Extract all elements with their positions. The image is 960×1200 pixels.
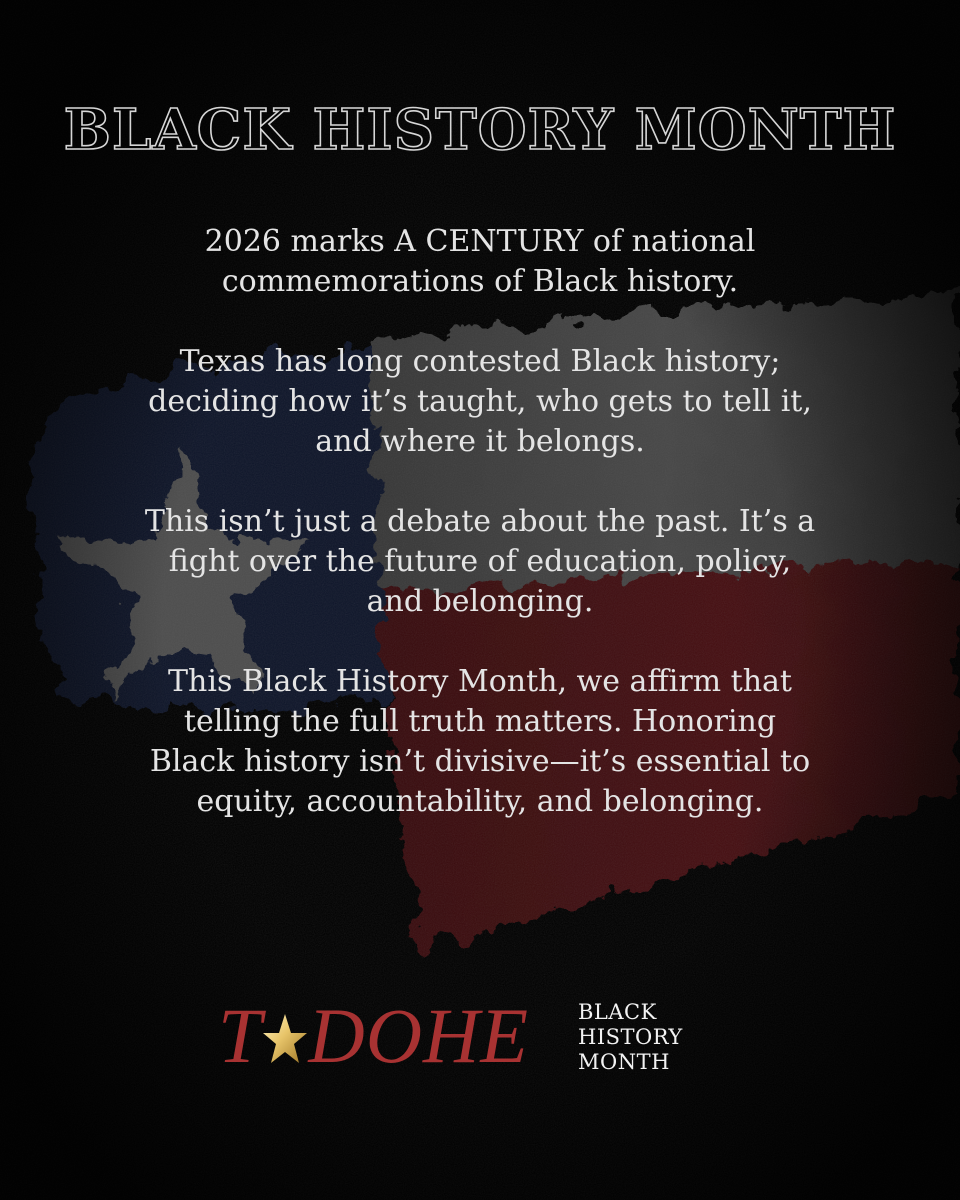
tadohe-logo	[218, 990, 758, 1090]
body-text	[60, 222, 900, 822]
text-line: and belonging.	[366, 584, 594, 619]
text-line: This isn’t just a debate about the past. It’s a	[144, 504, 816, 539]
logo-letters-dohe: DOHE	[308, 992, 530, 1079]
text-line: Black history isn’t divisive—it’s essential to	[149, 744, 811, 779]
page-title: BLACK HISTORY MONTH	[63, 97, 897, 163]
logo-subtitle	[578, 1000, 683, 1075]
text-line: commemorations of Black history.	[221, 264, 739, 299]
text-line: This Black History Month, we affirm that	[168, 664, 792, 699]
logo-letter-t: T	[218, 992, 263, 1079]
logo-wordmark	[218, 990, 529, 1082]
logo-subtitle-line: BLACK	[578, 1000, 657, 1024]
paragraph-centennial	[60, 222, 900, 302]
gold-star-icon	[262, 1006, 308, 1066]
text-line: 2026 marks A CENTURY of national	[204, 224, 756, 259]
paragraph-affirmation	[60, 662, 900, 822]
logo-subtitle-line: HISTORY	[578, 1025, 683, 1049]
logo-subtitle-line: MONTH	[578, 1050, 670, 1074]
text-line: fight over the future of education, policy,	[168, 544, 792, 579]
paragraph-texas-contested	[60, 342, 900, 462]
text-line: deciding how it’s taught, who gets to tell it,	[148, 384, 812, 419]
paragraph-debate	[60, 502, 900, 622]
text-line: and where it belongs.	[315, 424, 645, 459]
text-line: equity, accountability, and belonging.	[196, 784, 764, 819]
text-line: Texas has long contested Black history;	[179, 344, 781, 379]
text-line: telling the full truth matters. Honoring	[183, 704, 777, 739]
